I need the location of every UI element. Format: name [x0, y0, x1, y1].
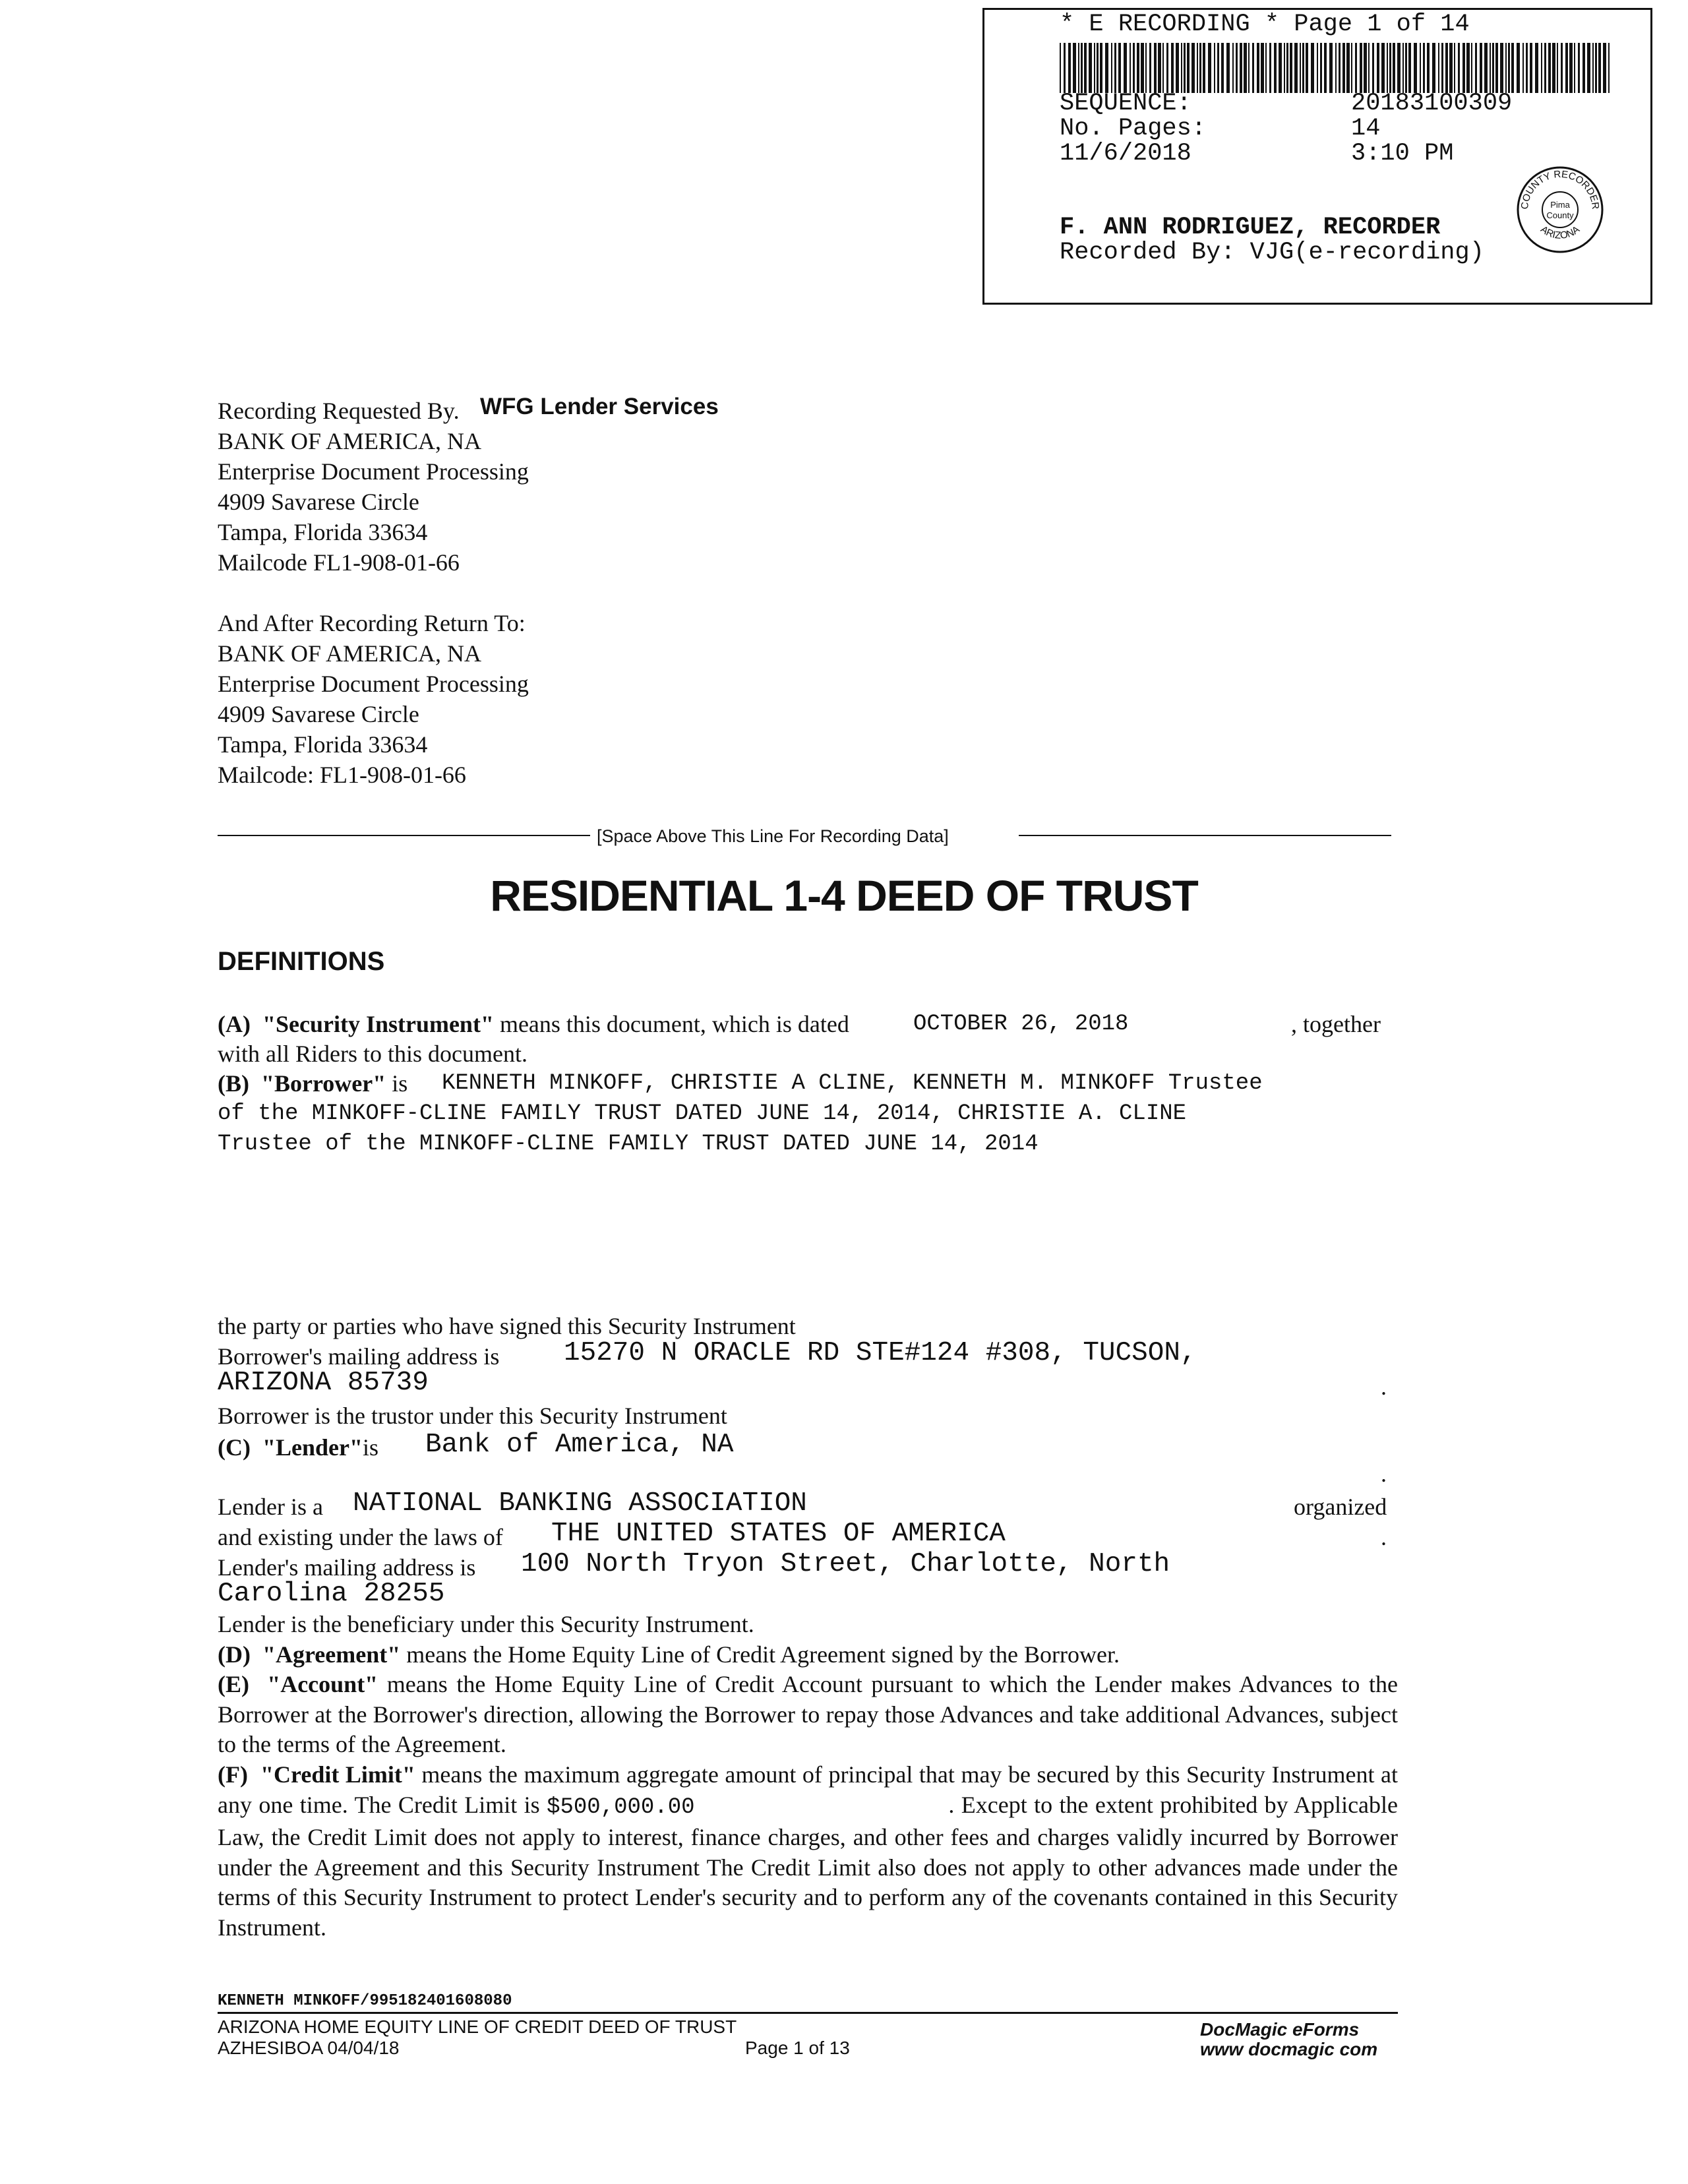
def-b-mailing-2: ARIZONA 85739: [218, 1368, 429, 1398]
def-d-term: "Agreement": [262, 1641, 401, 1668]
sequence-value: 20183100309: [1351, 90, 1513, 117]
return-line-2: BANK OF AMERICA, NA: [218, 640, 482, 667]
def-a-line2: with all Riders to this document.: [218, 1041, 528, 1067]
county-seal-icon: [1515, 164, 1606, 255]
document-title: RESIDENTIAL 1-4 DEED OF TRUST: [490, 871, 1198, 920]
def-b-parties: the party or parties who have signed this Security Instrument: [218, 1313, 796, 1339]
def-f-text-1: means the maximum aggregate amount of principal that may be secured by this Security Instrument at any one time. The Credit Limit is: [218, 1761, 1399, 1818]
def-c-is: is: [362, 1434, 378, 1461]
def-c-type: NATIONAL BANKING ASSOCIATION: [353, 1488, 807, 1519]
def-c-mailing-1: 100 North Tryon Street, Charlotte, North: [521, 1549, 1170, 1579]
def-b-name-2: of the MINKOFF-CLINE FAMILY TRUST DATED JUNE 14, 2014, CHRISTIE A. CLINE: [218, 1101, 1187, 1126]
def-c-laws: THE UNITED STATES OF AMERICA: [551, 1519, 1006, 1549]
def-f-term: "Credit Limit": [260, 1761, 415, 1788]
recording-stamp: [982, 8, 1652, 305]
def-b-letter: (B): [218, 1070, 249, 1097]
footer-rule: [218, 2012, 1398, 2014]
def-b-name-1: KENNETH MINKOFF, CHRISTIE A CLINE, KENNETH M. MINKOFF Trustee: [442, 1071, 1263, 1096]
def-c-label: [218, 1432, 378, 1463]
def-a-letter: (A): [218, 1011, 251, 1037]
requested-line-1: BANK OF AMERICA, NA: [218, 428, 482, 454]
requested-line-3: 4909 Savarese Circle: [218, 489, 419, 515]
recording-date: 11/6/2018: [1060, 140, 1191, 167]
def-b-mailing-1: 15270 N ORACLE RD STE#124 #308, TUCSON,: [564, 1338, 1197, 1368]
requested-by-label: Recording Requested By.: [218, 398, 460, 424]
recorder-name: F. ANN RODRIGUEZ, RECORDER: [1060, 214, 1441, 241]
def-c-mailing-label: Lender's mailing address is: [218, 1554, 476, 1581]
def-b-label: [218, 1068, 407, 1099]
footer-brand-logo: DocMagic eForms: [1200, 2019, 1360, 2040]
return-line-4: 4909 Savarese Circle: [218, 701, 419, 727]
def-c-laws-label: and existing under the laws of: [218, 1524, 503, 1550]
def-c-beneficiary: Lender is the beneficiary under this Security Instrument.: [218, 1611, 754, 1637]
def-a-together: , together: [1291, 1011, 1381, 1037]
def-c-mailing-2: Carolina 28255: [218, 1579, 445, 1609]
def-c-letter: (C): [218, 1434, 251, 1461]
seal-top-text: COUNTY RECORDER: [1519, 168, 1602, 210]
def-c-organized: organized: [1294, 1494, 1387, 1520]
seal-center-1: Pima: [1550, 200, 1570, 210]
pages-label: No. Pages:: [1060, 115, 1207, 142]
def-c-is-a: Lender is a: [218, 1494, 323, 1520]
def-e-term: "Account": [267, 1671, 378, 1697]
def-f-letter: (F): [218, 1761, 248, 1788]
requested-line-4: Tampa, Florida 33634: [218, 519, 428, 545]
footer-form-title: ARIZONA HOME EQUITY LINE OF CREDIT DEED OF TRUST: [218, 2017, 737, 2037]
return-line-5: Tampa, Florida 33634: [218, 731, 428, 758]
def-a-term: "Security Instrument": [262, 1011, 494, 1037]
def-e-paragraph: [218, 1670, 1398, 1760]
seal-center-2: County: [1546, 210, 1574, 220]
seal-bottom-text: ARIZONA: [1538, 224, 1582, 242]
def-d-letter: (D): [218, 1641, 251, 1668]
def-c-name: Bank of America, NA: [425, 1430, 734, 1460]
space-above-line: [Space Above This Line For Recording Data]: [597, 826, 949, 846]
recording-time: 3:10 PM: [1351, 140, 1454, 167]
pages-value: 14: [1351, 115, 1381, 142]
stamp-header: * E RECORDING * Page 1 of 14: [1060, 11, 1470, 38]
recorded-by: Recorded By: VJG(e-recording): [1060, 239, 1484, 266]
def-a-text: means this document, which is dated: [499, 1011, 849, 1037]
def-b-term: "Borrower": [261, 1070, 386, 1097]
barcode: [1060, 43, 1612, 93]
def-f-paragraph: [218, 1760, 1398, 1943]
def-d-line: [218, 1639, 1120, 1670]
def-b-trustor: Borrower is the trustor under this Security Instrument: [218, 1403, 727, 1429]
def-b-period: .: [1381, 1374, 1387, 1400]
def-a-date: OCTOBER 26, 2018: [913, 1012, 1129, 1037]
def-e-letter: (E): [218, 1671, 249, 1697]
def-e-text: means the Home Equity Line of Credit Account pursuant to which the Lender makes Advances to the Borrower at the Borrower's direction, allowing the Borrower to repay those Advances and take additional Advances, subject to the terms of the Agreement.: [218, 1671, 1399, 1757]
space-rule-left: [218, 835, 590, 836]
footer-brand-url: www docmagic com: [1200, 2039, 1378, 2059]
def-d-text: means the Home Equity Line of Credit Agreement signed by the Borrower.: [406, 1641, 1120, 1668]
sequence-label: SEQUENCE:: [1060, 90, 1191, 117]
return-line-3: Enterprise Document Processing: [218, 671, 529, 697]
return-line-1: And After Recording Return To:: [218, 610, 526, 636]
def-c-term: "Lender": [262, 1434, 363, 1461]
def-b-name-3: Trustee of the MINKOFF-CLINE FAMILY TRUST DATED JUNE 14, 2014: [218, 1132, 1039, 1157]
def-b-is: is: [392, 1070, 408, 1097]
requested-by-company: WFG Lender Services: [480, 394, 719, 419]
def-f-text-2: . Except to the extent prohibited by Applicable Law, the Credit Limit does not apply to interest, finance charges, and other fees and charges validly incurred by Borrower under the Agreement and this Security Instrument The Credit Limit also does not apply to other advances made under the terms of this Security Instrument to protect Lender's security and to perform any of the covenants contained in this Security Instrument.: [218, 1791, 1399, 1941]
def-f-amount: $500,000.00: [547, 1794, 695, 1820]
footer-loan-ref: KENNETH MINKOFF/995182401608080: [218, 1992, 512, 2010]
requested-line-5: Mailcode FL1-908-01-66: [218, 549, 460, 576]
def-b-mailing-label: Borrower's mailing address is: [218, 1343, 500, 1370]
definitions-heading: DEFINITIONS: [218, 947, 385, 976]
footer-form-code: AZHESIBOA 04/04/18: [218, 2038, 400, 2058]
footer-page-number: Page 1 of 13: [745, 2038, 850, 2058]
def-c-period-1: .: [1381, 1461, 1387, 1487]
return-line-6: Mailcode: FL1-908-01-66: [218, 762, 466, 788]
space-rule-right: [1019, 835, 1391, 836]
requested-line-2: Enterprise Document Processing: [218, 458, 529, 485]
def-a-line: [218, 1009, 849, 1039]
def-c-period-2: .: [1381, 1524, 1387, 1550]
